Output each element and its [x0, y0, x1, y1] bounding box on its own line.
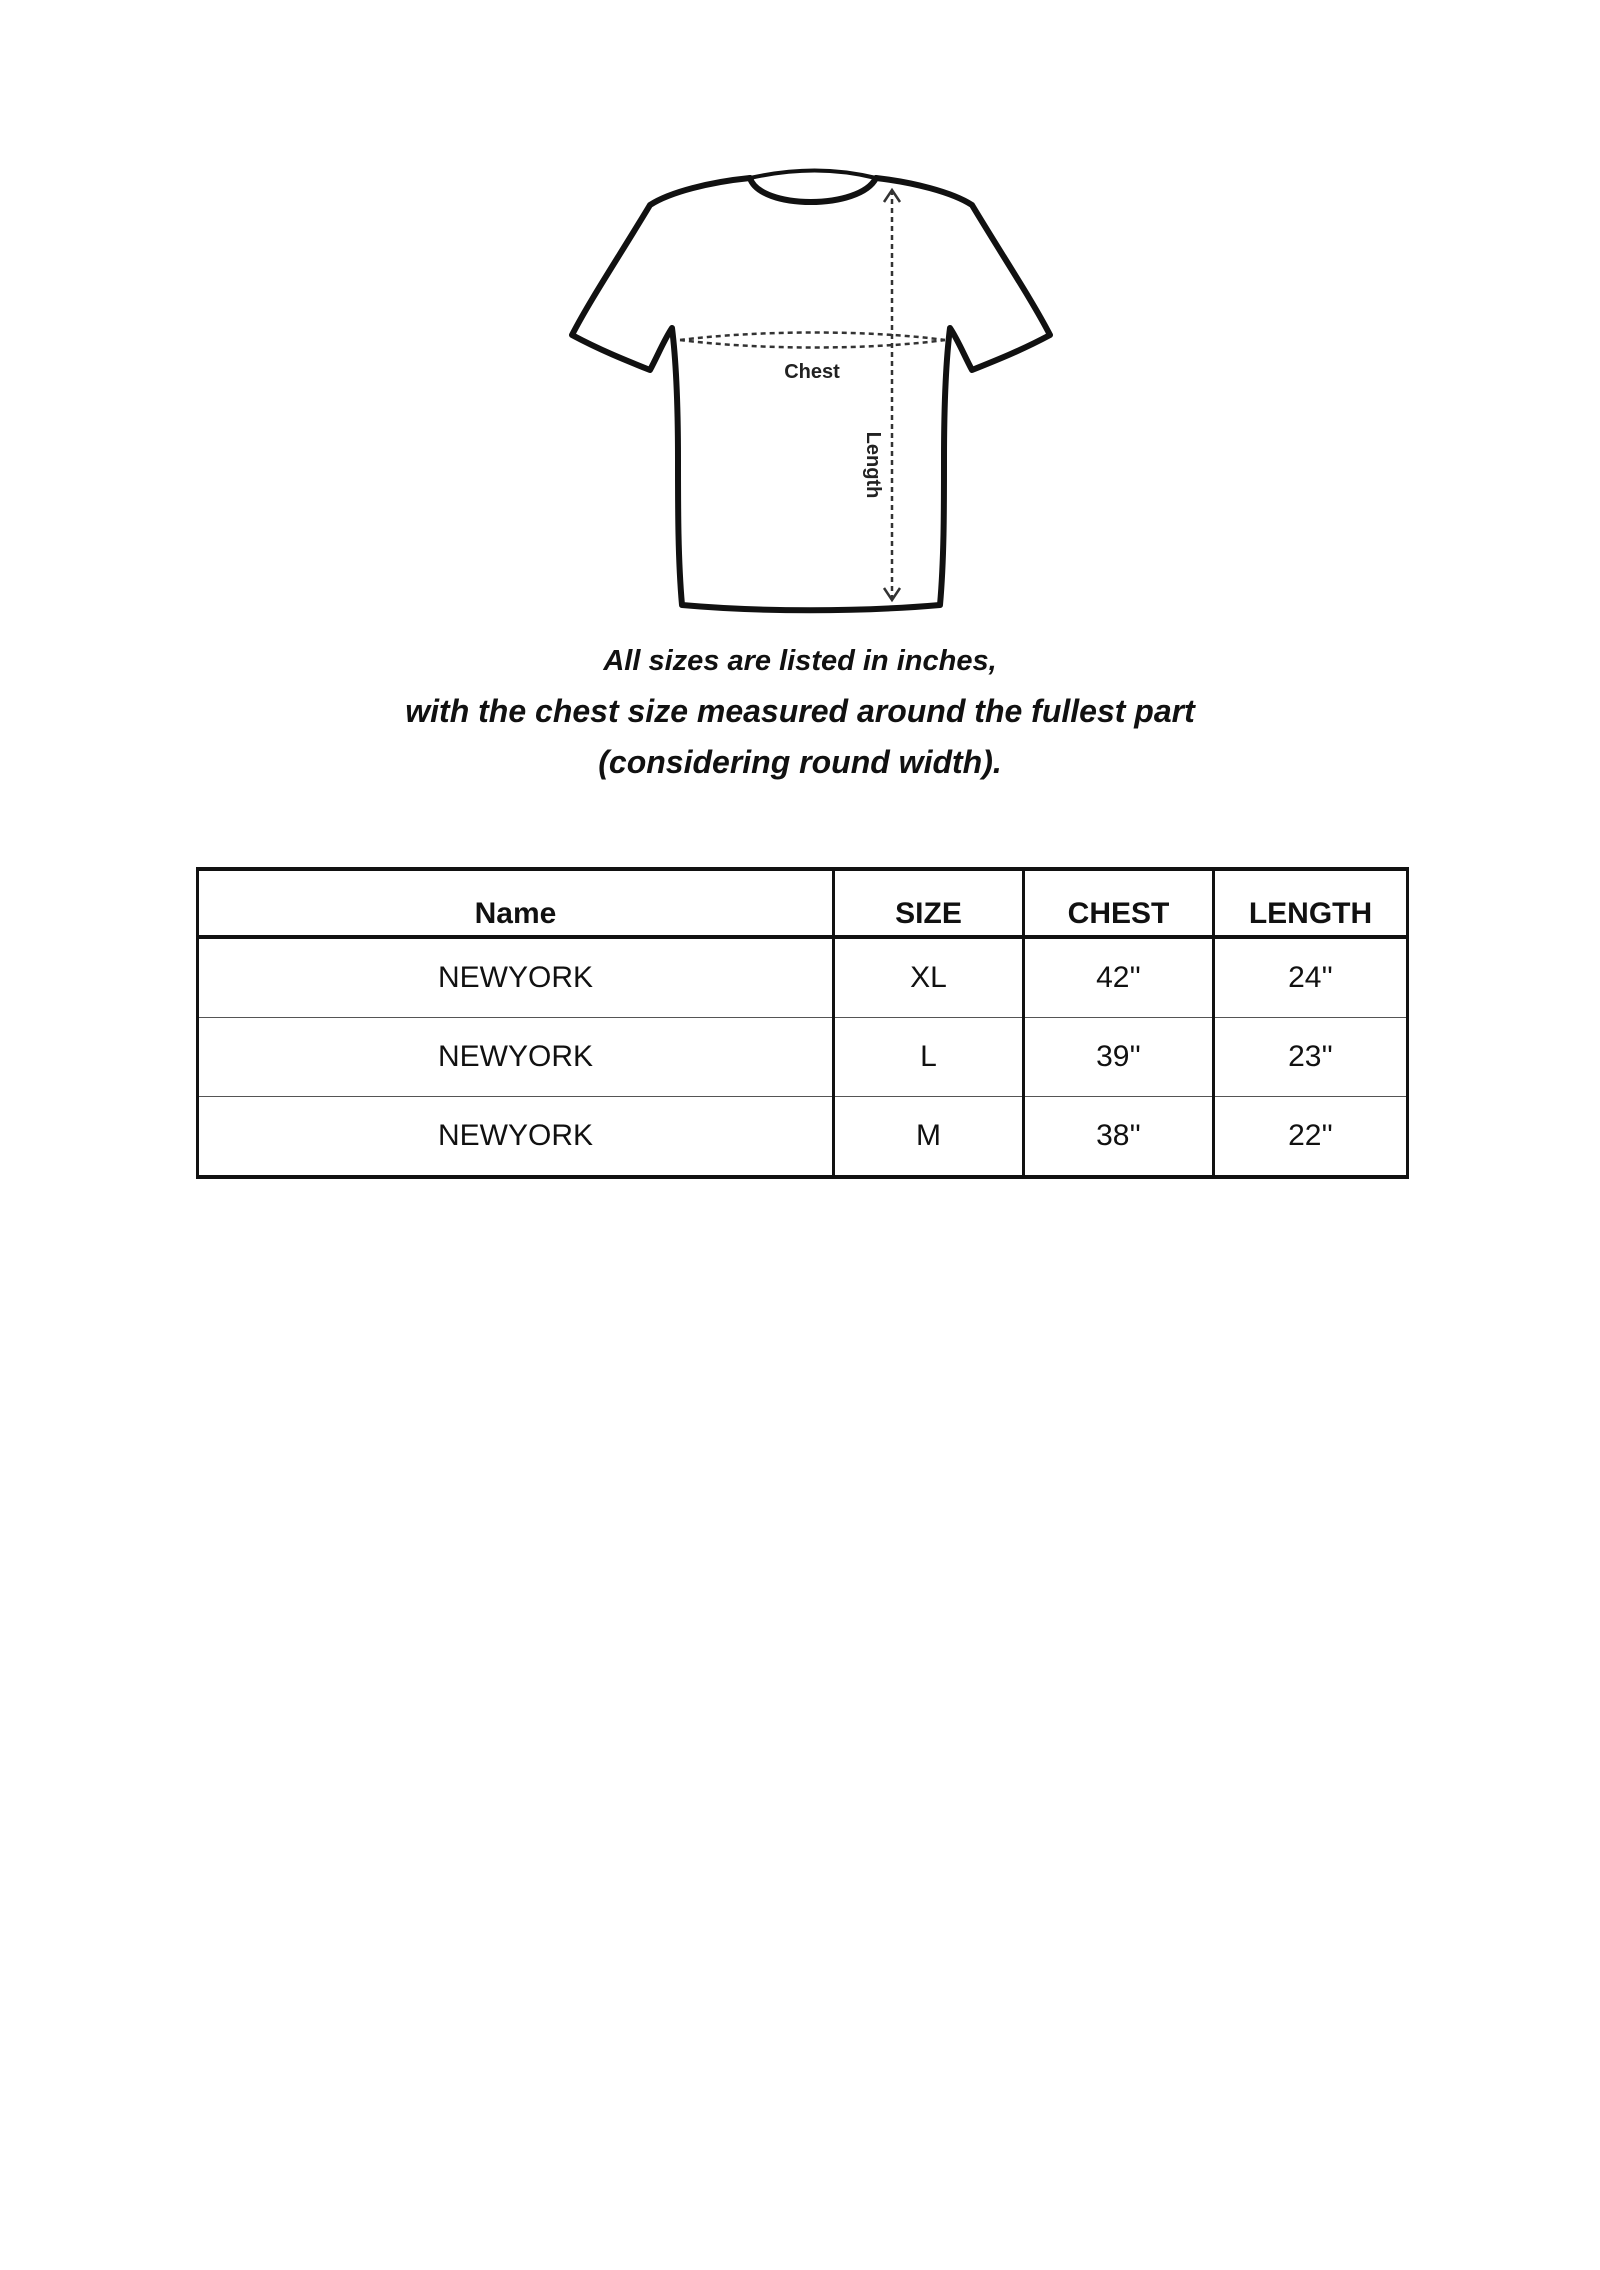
cell-name: NEWYORK: [198, 937, 834, 1018]
cell-chest: 39'': [1024, 1018, 1214, 1097]
size-chart-table: [196, 867, 1409, 1179]
cell-length: 23'': [1214, 1018, 1408, 1097]
cell-size: M: [834, 1097, 1024, 1178]
header-chest: CHEST: [1024, 869, 1214, 937]
cell-size: L: [834, 1018, 1024, 1097]
cell-chest: 38'': [1024, 1097, 1214, 1178]
header-length: LENGTH: [1214, 869, 1408, 937]
caption-line-2: with the chest size measured around the fullest part: [405, 693, 1195, 729]
t-shirt-outline-icon: [572, 171, 1050, 611]
table-row: [198, 1097, 1408, 1178]
caption-line-1: All sizes are listed in inches,: [603, 645, 997, 677]
cell-length: 24'': [1214, 937, 1408, 1018]
length-label: Length: [862, 431, 884, 499]
cell-name: NEWYORK: [198, 1097, 834, 1178]
cell-name: NEWYORK: [198, 1018, 834, 1097]
cell-length: 22'': [1214, 1097, 1408, 1178]
t-shirt-diagram: [560, 160, 1060, 630]
length-measure-arrow: [884, 190, 900, 600]
table-row: [198, 937, 1408, 1018]
cell-chest: 42'': [1024, 937, 1214, 1018]
table-header-row: [198, 869, 1408, 937]
chest-label: Chest: [784, 361, 840, 383]
table-row: [198, 1018, 1408, 1097]
cell-size: XL: [834, 937, 1024, 1018]
header-name: Name: [198, 869, 834, 937]
header-size: SIZE: [834, 869, 1024, 937]
caption-line-3: (considering round width).: [598, 744, 1002, 780]
chest-measure-line: [680, 333, 945, 348]
